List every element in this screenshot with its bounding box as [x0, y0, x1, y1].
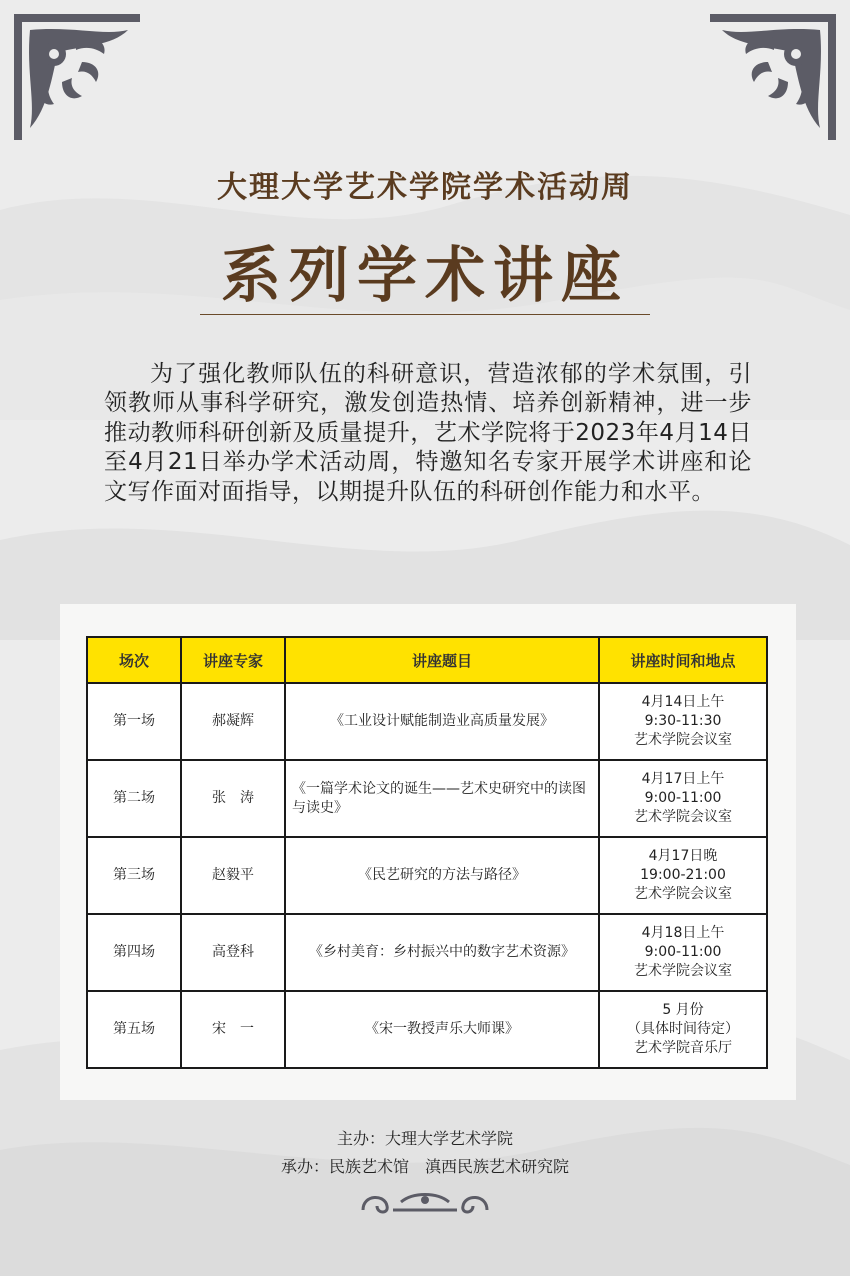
date-text: 5 月份	[662, 1002, 704, 1018]
session-cell: 第五场	[87, 991, 181, 1068]
time-text: 19:00-21:00	[640, 867, 726, 883]
place-text: 艺术学院会议室	[634, 809, 732, 825]
expert-cell: 赵毅平	[181, 837, 285, 914]
place-text: 艺术学院会议室	[634, 963, 732, 979]
header-session: 场次	[87, 637, 181, 683]
session-cell: 第三场	[87, 837, 181, 914]
date-text: 4月18日上午	[641, 925, 725, 941]
expert-cell: 郝凝辉	[181, 683, 285, 760]
header-time-place: 讲座时间和地点	[599, 637, 767, 683]
expert-cell: 张 涛	[181, 760, 285, 837]
corner-ornament-icon	[708, 12, 838, 142]
time-place-cell	[599, 760, 767, 837]
table-row	[87, 760, 767, 837]
topic-text: 《乡村美育：乡村振兴中的数字艺术资源》	[309, 944, 575, 960]
table-row	[87, 914, 767, 991]
place-text: 艺术学院会议室	[634, 886, 732, 902]
title-divider	[200, 314, 650, 315]
host-line: 主办：大理大学艺术学院	[336, 1129, 513, 1148]
bottom-ornament-icon	[357, 1186, 493, 1218]
topic-cell	[285, 991, 599, 1068]
time-place-cell	[599, 991, 767, 1068]
topic-cell	[285, 683, 599, 760]
place-text: 艺术学院音乐厅	[634, 1040, 732, 1056]
topic-text: 《工业设计赋能制造业高质量发展》	[330, 713, 554, 729]
time-text: （具体时间待定）	[627, 1021, 739, 1037]
lecture-schedule-table	[86, 636, 768, 1069]
table-row	[87, 683, 767, 760]
expert-cell: 宋 一	[181, 991, 285, 1068]
organizer-line: 承办：民族艺术馆 滇西民族艺术研究院	[280, 1157, 569, 1176]
topic-cell	[285, 837, 599, 914]
time-text: 9:00-11:00	[644, 944, 722, 960]
topic-text: 《民艺研究的方法与路径》	[358, 867, 526, 883]
table-row	[87, 991, 767, 1068]
date-text: 4月14日上午	[641, 694, 725, 710]
date-text: 4月17日晚	[648, 848, 718, 864]
poster-title: 大理大学艺术学院学术活动周	[217, 170, 633, 205]
time-text: 9:00-11:00	[644, 790, 722, 806]
topic-text: 《宋一教授声乐大师课》	[365, 1021, 519, 1037]
time-place-cell	[599, 683, 767, 760]
topic-cell	[285, 914, 599, 991]
intro-paragraph: 为了强化教师队伍的科研意识，营造浓郁的学术氛围，引领教师从事科学研究，激发创造热情、培养创新精神，进一步推动教师科研创新及质量提升，艺术学院将于2023年4月14日至4月21日举办学术活动周，特邀知名专家开展学术讲座和论文写作面对面指导，以期提升队伍的科研创作能力和水平。	[104, 361, 752, 505]
topic-text: 《一篇学术论文的诞生——艺术史研究中的读图与读史》	[292, 780, 586, 816]
session-cell: 第四场	[87, 914, 181, 991]
header-expert: 讲座专家	[181, 637, 285, 683]
session-cell: 第二场	[87, 760, 181, 837]
poster-subtitle: 系列学术讲座	[221, 241, 629, 311]
time-text: 9:30-11:30	[644, 713, 722, 729]
header-topic: 讲座题目	[285, 637, 599, 683]
session-cell: 第一场	[87, 683, 181, 760]
date-text: 4月17日上午	[641, 771, 725, 787]
time-place-cell	[599, 837, 767, 914]
corner-ornament-icon	[12, 12, 142, 142]
expert-cell: 高登科	[181, 914, 285, 991]
time-place-cell	[599, 914, 767, 991]
table-row	[87, 837, 767, 914]
place-text: 艺术学院会议室	[634, 732, 732, 748]
table-header-row	[87, 637, 767, 683]
topic-cell	[285, 760, 599, 837]
